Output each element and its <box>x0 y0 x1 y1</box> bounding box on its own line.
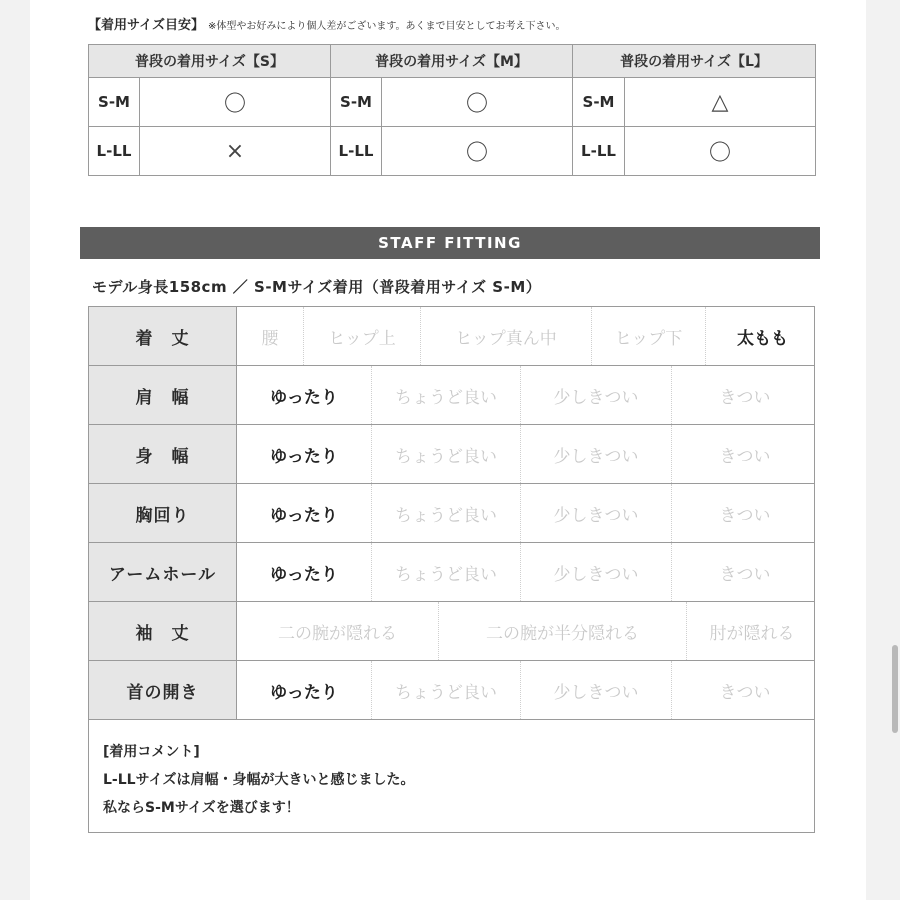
fit-option-selected: 太もも <box>737 328 788 349</box>
fit-option: きつい <box>719 446 771 467</box>
comment-line: 私ならS-Mサイズを選びます！ <box>103 800 300 816</box>
fit-option: ヒップ下 <box>592 307 706 365</box>
fit-row-body-width <box>89 425 814 484</box>
size-guide-table <box>88 44 816 176</box>
fit-option: ちょうど良い <box>372 366 521 424</box>
fit-option: ちょうど良い <box>372 425 521 483</box>
staff-fitting-table <box>88 306 815 833</box>
size-guide-col-m: 普段の着用サイズ【M】 <box>331 45 573 78</box>
size-label: L-LL <box>573 127 625 176</box>
fit-option: 二の腕が隠れる <box>237 602 439 660</box>
fit-label: 肩 幅 <box>89 366 237 424</box>
fit-option: ヒップ上 <box>304 307 421 365</box>
fit-option: 少しきつい <box>521 484 672 542</box>
size-guide-row <box>89 127 816 176</box>
fit-options <box>237 425 818 483</box>
size-label: S-M <box>89 78 140 127</box>
fit-options <box>237 307 819 365</box>
staff-fitting-banner <box>80 227 820 259</box>
fit-option: 少しきつい <box>521 661 672 719</box>
fit-option: ちょうど良い <box>372 484 521 542</box>
scrollbar-thumb[interactable] <box>892 645 898 733</box>
fit-options <box>237 543 818 601</box>
fit-row-sleeve <box>89 602 814 661</box>
fit-option: 少しきつい <box>521 366 672 424</box>
size-guide-header-row <box>89 45 816 78</box>
fit-option: きつい <box>719 682 771 703</box>
fit-option-selected: ゆったり <box>237 366 372 424</box>
fit-label: 袖 丈 <box>89 602 237 660</box>
fit-options <box>237 366 818 424</box>
fit-row-neckline <box>89 661 814 720</box>
fit-option: 二の腕が半分隠れる <box>439 602 687 660</box>
size-label: S-M <box>331 78 382 127</box>
size-label: S-M <box>573 78 625 127</box>
fit-options <box>237 484 818 542</box>
fit-mark: 〇 <box>382 127 573 176</box>
fit-option: 少しきつい <box>521 543 672 601</box>
fit-mark: × <box>140 127 331 176</box>
fit-label: 身 幅 <box>89 425 237 483</box>
fit-mark: 〇 <box>140 78 331 127</box>
fit-row-chest <box>89 484 814 543</box>
fit-option-selected: ゆったり <box>237 425 372 483</box>
model-info: モデル身長158cm ／ S-Mサイズ着用（普段着用サイズ S-M） <box>92 278 542 296</box>
fit-option: きつい <box>719 564 771 585</box>
size-label: L-LL <box>89 127 140 176</box>
size-label: L-LL <box>331 127 382 176</box>
fit-option-selected: ゆったり <box>237 661 372 719</box>
fit-option: きつい <box>719 387 771 408</box>
comment-heading: [着用コメント] <box>103 744 200 760</box>
fit-options <box>237 602 817 660</box>
wearing-comment <box>89 722 814 822</box>
size-guide-heading <box>88 14 828 33</box>
fit-option: 腰 <box>237 307 304 365</box>
fit-option: ヒップ真ん中 <box>421 307 592 365</box>
fit-label: 胸回り <box>89 484 237 542</box>
fit-row-shoulder <box>89 366 814 425</box>
fit-options <box>237 661 818 719</box>
fit-option: 少しきつい <box>521 425 672 483</box>
fit-label: 着 丈 <box>89 307 237 365</box>
size-guide-note: ※体型やお好みにより個人差がございます。あくまで目安としてお考え下さい。 <box>207 21 566 32</box>
fit-option-selected: ゆったり <box>237 484 372 542</box>
fit-label: アームホール <box>89 543 237 601</box>
size-guide-title: 【着用サイズ目安】 <box>88 18 204 33</box>
fit-option: 肘が隠れる <box>709 623 795 644</box>
fit-option: きつい <box>719 505 771 526</box>
fit-mark: △ <box>625 78 816 127</box>
fit-option: ちょうど良い <box>372 543 521 601</box>
size-guide-col-l: 普段の着用サイズ【L】 <box>573 45 816 78</box>
fit-mark: 〇 <box>382 78 573 127</box>
fit-label: 首の開き <box>89 661 237 719</box>
fit-mark: 〇 <box>625 127 816 176</box>
size-guide-col-s: 普段の着用サイズ【S】 <box>89 45 331 78</box>
fit-row-armhole <box>89 543 814 602</box>
fit-option: ちょうど良い <box>372 661 521 719</box>
comment-line: L-LLサイズは肩幅・身幅が大きいと感じました。 <box>103 772 415 788</box>
staff-fitting-title: STAFF FITTING <box>378 234 522 252</box>
fit-option-selected: ゆったり <box>237 543 372 601</box>
size-guide-row <box>89 78 816 127</box>
fit-row-length <box>89 307 814 366</box>
